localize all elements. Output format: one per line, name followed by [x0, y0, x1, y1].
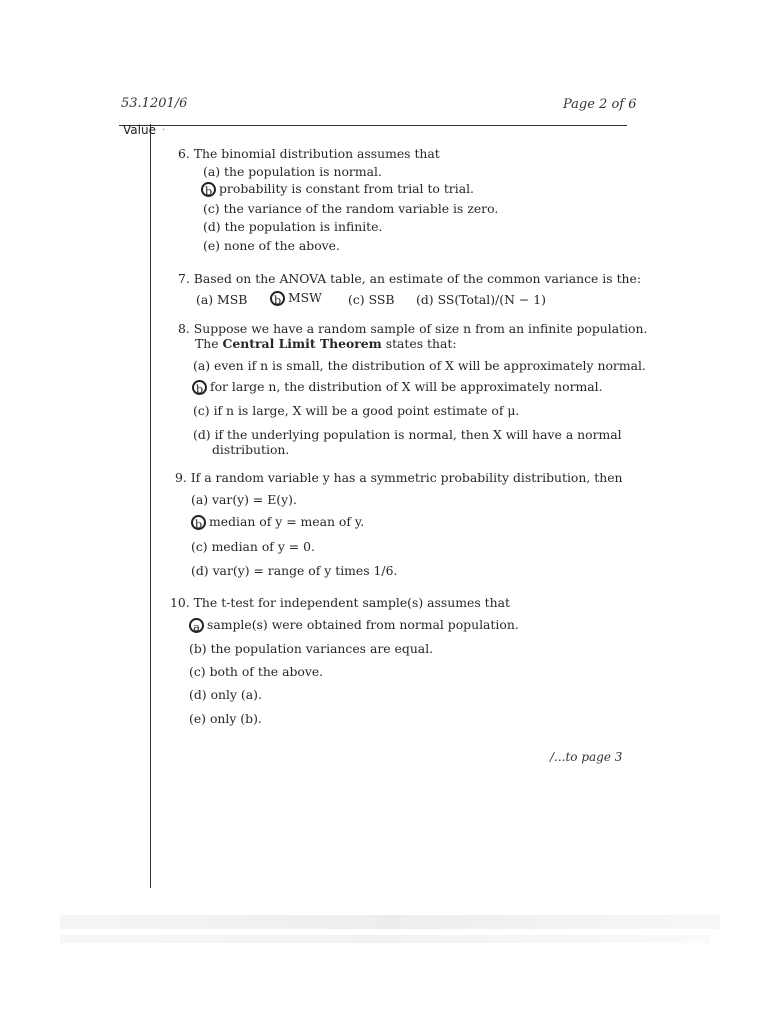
option-b-selected: b MSW — [270, 290, 322, 306]
option-b-selected: b probability is constant from trial to trial. — [201, 181, 474, 197]
option-c: (c) if n is large, X will be a good point estimate of μ. — [193, 403, 520, 418]
question-stem-continued: The Central Limit Theorem states that: — [195, 336, 457, 351]
option-b-selected: b for large n, the distribution of X will be approximately normal. — [192, 379, 603, 395]
course-code: 53.1201/6 — [121, 96, 188, 111]
question-number: 6. — [178, 146, 190, 161]
option-d: (d) the population is infinite. — [203, 219, 383, 234]
option-b: (b) the population variances are equal. — [189, 641, 434, 656]
option-b-selected: b median of y = mean of y. — [191, 514, 364, 530]
circled-answer-mark: b — [201, 182, 216, 197]
option-d: (d) SS(Total)/(N − 1) — [416, 292, 546, 307]
question-stem: The t-test for independent sample(s) assumes that — [193, 595, 510, 610]
option-a: (a) var(y) = E(y). — [191, 492, 297, 507]
option-c: (c) SSB — [348, 292, 395, 307]
option-d: (d) if the underlying population is normal, then X will have a normal — [193, 427, 622, 442]
option-a: (a) even if n is small, the distribution of X will be approximately normal. — [193, 358, 646, 373]
term-central-limit-theorem: Central Limit Theorem — [222, 336, 382, 351]
value-column-label: Value — [123, 123, 156, 137]
option-e: (e) none of the above. — [203, 238, 340, 253]
option-c: (c) median of y = 0. — [191, 539, 315, 554]
option-c: (c) both of the above. — [189, 664, 324, 679]
scan-artifact — [60, 915, 720, 929]
question-number: 10. — [170, 595, 190, 610]
page-indicator: Page 2 of 6 — [563, 97, 637, 112]
option-a: (a) the population is normal. — [203, 164, 382, 179]
circled-answer-mark: b — [270, 291, 285, 306]
question-stem: The binomial distribution assumes that — [193, 146, 440, 161]
option-d: (d) var(y) = range of y times 1/6. — [191, 563, 398, 578]
question-stem: Suppose we have a random sample of size n from an infinite population. — [193, 321, 648, 336]
value-column-mark: · — [162, 125, 166, 136]
scan-artifact — [60, 935, 710, 943]
option-a: (a) MSB — [196, 292, 248, 307]
question-stem: If a random variable y has a symmetric probability distribution, then — [190, 470, 623, 485]
circled-answer-mark: b — [192, 380, 207, 395]
continuation-note: /...to page 3 — [550, 750, 623, 764]
option-e: (e) only (b). — [189, 711, 262, 726]
question-number: 9. — [175, 470, 187, 485]
option-c: (c) the variance of the random variable is zero. — [203, 201, 499, 216]
question-number: 8. — [178, 321, 190, 336]
circled-answer-mark: b — [191, 515, 206, 530]
question-number: 7. — [178, 271, 190, 286]
option-d-continued: distribution. — [212, 442, 290, 457]
header-rule — [119, 125, 627, 126]
question-stem: Based on the ANOVA table, an estimate of the common variance is the: — [193, 271, 642, 286]
option-a-selected: a sample(s) were obtained from normal population. — [189, 617, 519, 633]
option-d: (d) only (a). — [189, 687, 262, 702]
circled-answer-mark: a — [189, 618, 204, 633]
margin-rule — [150, 124, 151, 888]
